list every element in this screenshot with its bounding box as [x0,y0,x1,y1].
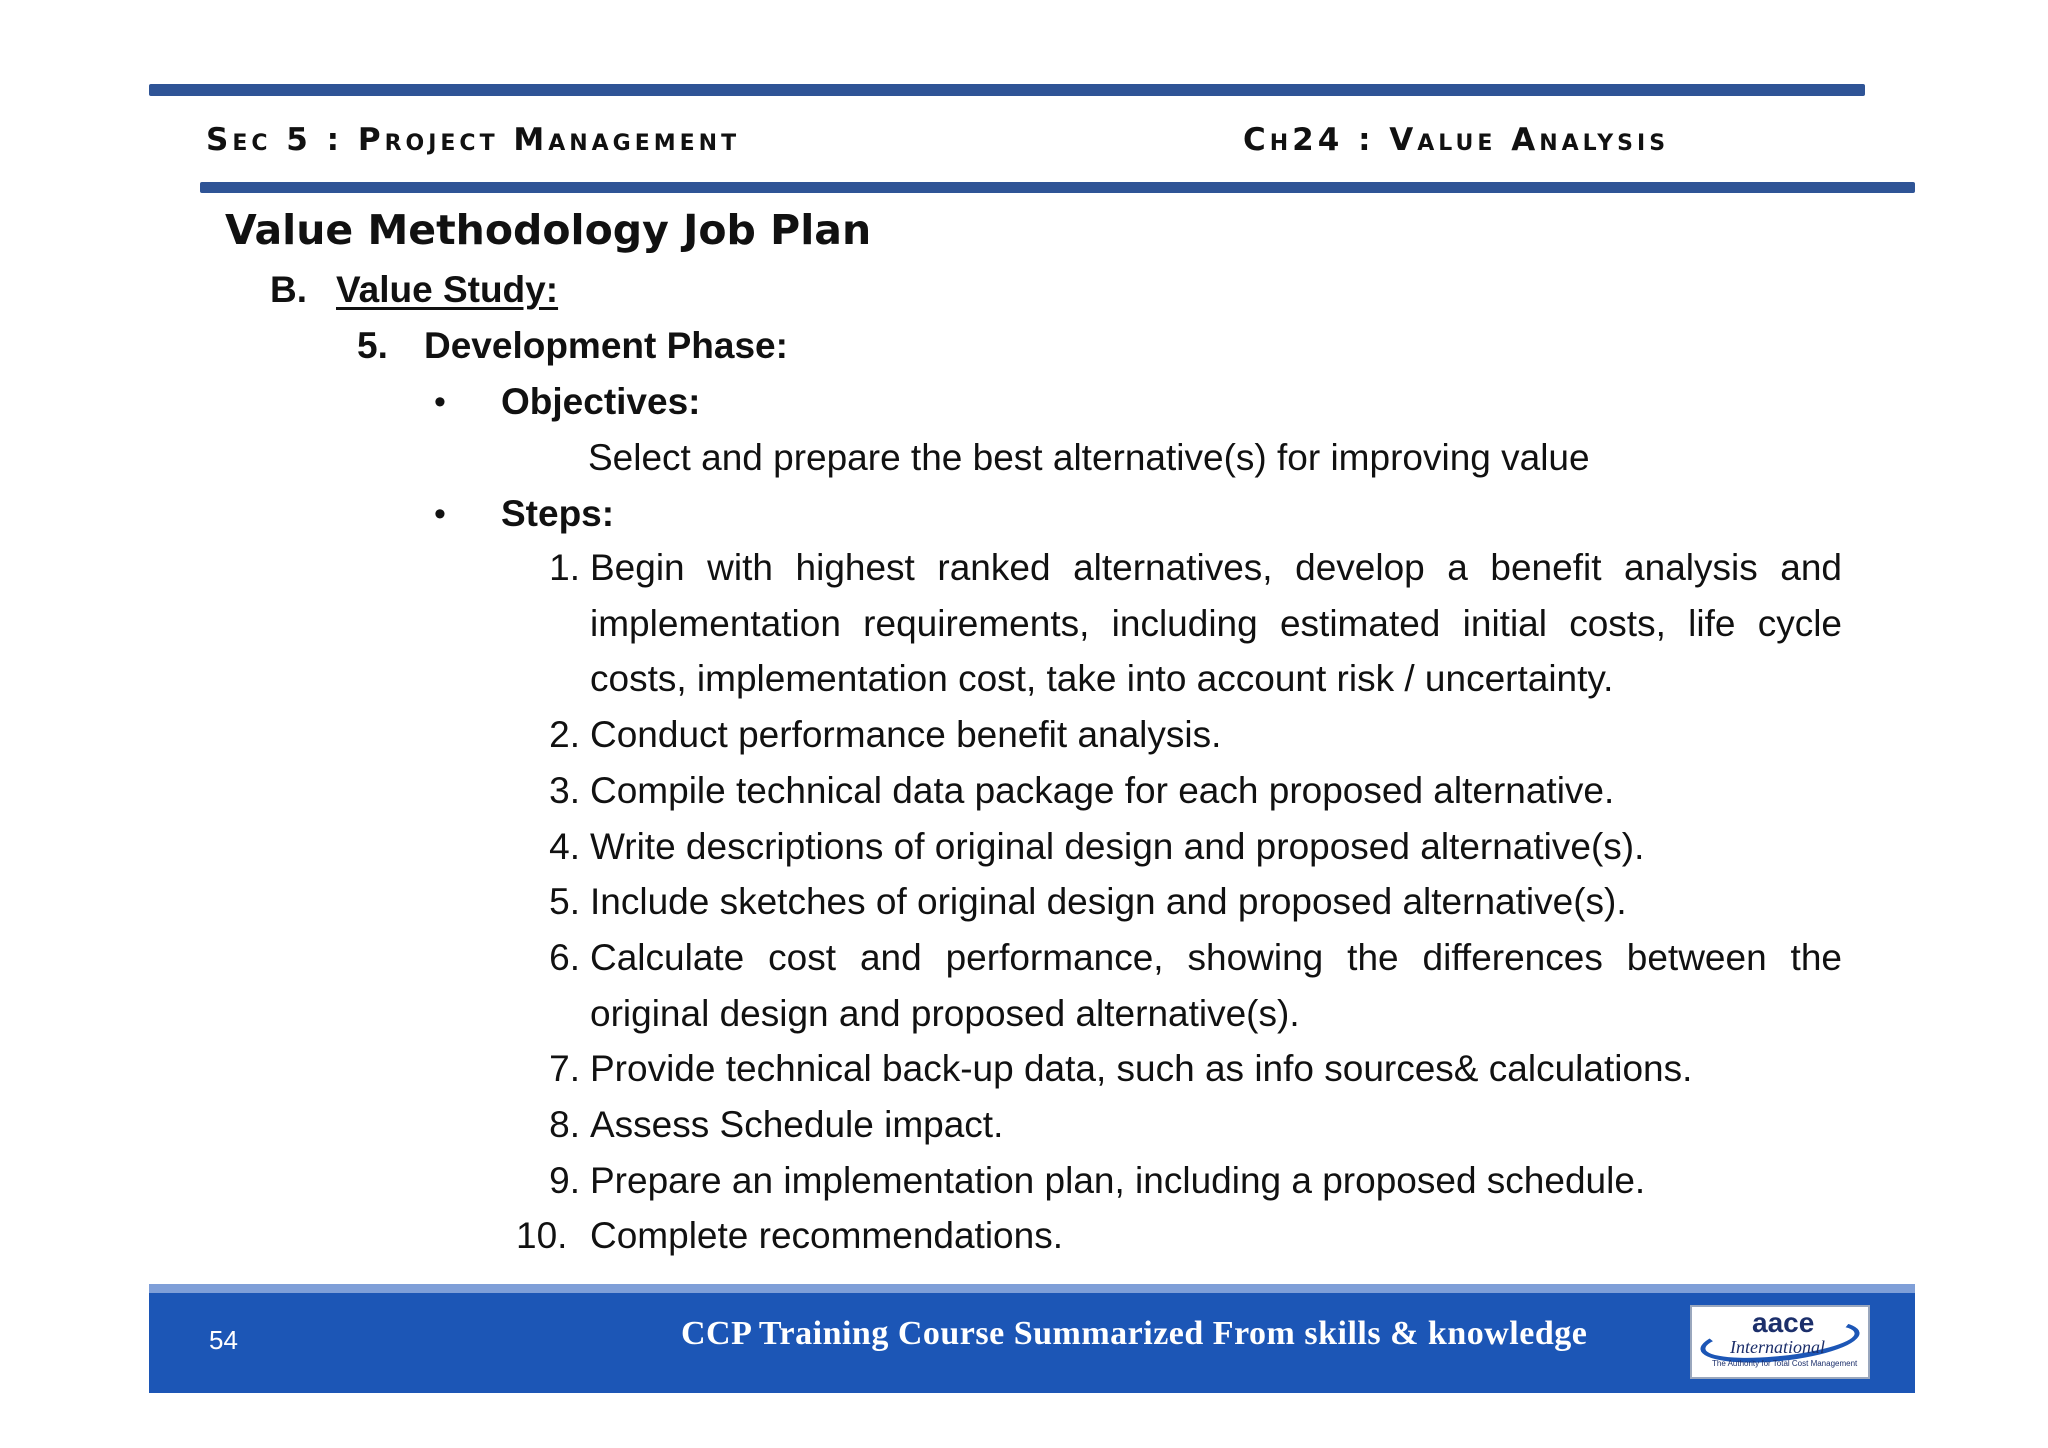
step-text: Calculate cost and performance, showing the differences between the original design and proposed alternative(s). [590,936,1842,1034]
step-text: Include sketches of original design and proposed alternative(s). [590,881,1627,923]
step-text: Compile technical data package for each proposed alternative. [590,769,1615,811]
step-item [520,1153,1842,1209]
step-item [520,1041,1842,1097]
step-text: Prepare an implementation plan, including a proposed schedule. [590,1159,1646,1201]
section-label: Value Study: [336,269,559,310]
logo-subtitle: International [1730,1337,1825,1357]
footer-bar [149,1293,1915,1393]
step-item [516,1208,1842,1264]
step-text: Begin with highest ranked alternatives, develop a benefit analysis and implementation requirements, including estimated initial costs, life cycle costs, implementation cost, take into account risk / uncertainty. [590,547,1842,700]
step-number: 8. [549,1104,580,1146]
page-number: 54 [209,1325,238,1355]
step-item [520,1097,1842,1153]
objective-text: Select and prepare the best alternative(s) for improving value [588,437,1590,478]
step-number: 5. [549,881,580,923]
phase-label: Development Phase: [424,325,788,366]
step-item [520,874,1842,930]
logo-tagline: The Authority for Total Cost Management [1712,1359,1858,1368]
section-header: Sec 5 : Project Management [206,122,741,158]
step-number: 4. [549,825,580,867]
step-number: 3. [549,769,580,811]
section-letter: B. [270,269,307,310]
bullet-icon: • [434,495,446,533]
aace-logo [1690,1305,1870,1379]
phase-number: 5. [357,325,388,366]
header-top-rule [149,84,1865,96]
step-number: 10. [516,1215,568,1257]
chapter-header: Ch24 : Value Analysis [1243,122,1670,158]
step-item [520,707,1842,763]
slide-title: Value Methodology Job Plan [225,206,872,254]
step-text: Assess Schedule impact. [590,1104,1004,1146]
step-number: 7. [549,1048,580,1090]
step-number: 1. [549,547,580,588]
step-item [520,930,1842,1041]
step-item [520,819,1842,875]
logo-name: aace [1752,1307,1815,1338]
step-item [520,763,1842,819]
step-text: Provide technical back-up data, such as info sources& calculations. [590,1048,1693,1090]
step-text: Conduct performance benefit analysis. [590,714,1222,756]
bullet-icon: • [434,383,446,421]
footer-text: CCP Training Course Summarized From skills & knowledge [681,1315,1588,1352]
step-number: 9. [549,1159,580,1201]
steps-label: Steps: [501,493,615,534]
step-text: Write descriptions of original design and proposed alternative(s). [590,825,1645,867]
objectives-label: Objectives: [501,381,701,422]
steps-list [516,540,1842,1264]
step-number: 6. [549,936,580,978]
step-text: Complete recommendations. [590,1215,1063,1257]
footer-top-rule [149,1284,1915,1293]
step-number: 2. [549,714,580,756]
step-item [520,540,1842,707]
header-bottom-rule [200,182,1915,193]
